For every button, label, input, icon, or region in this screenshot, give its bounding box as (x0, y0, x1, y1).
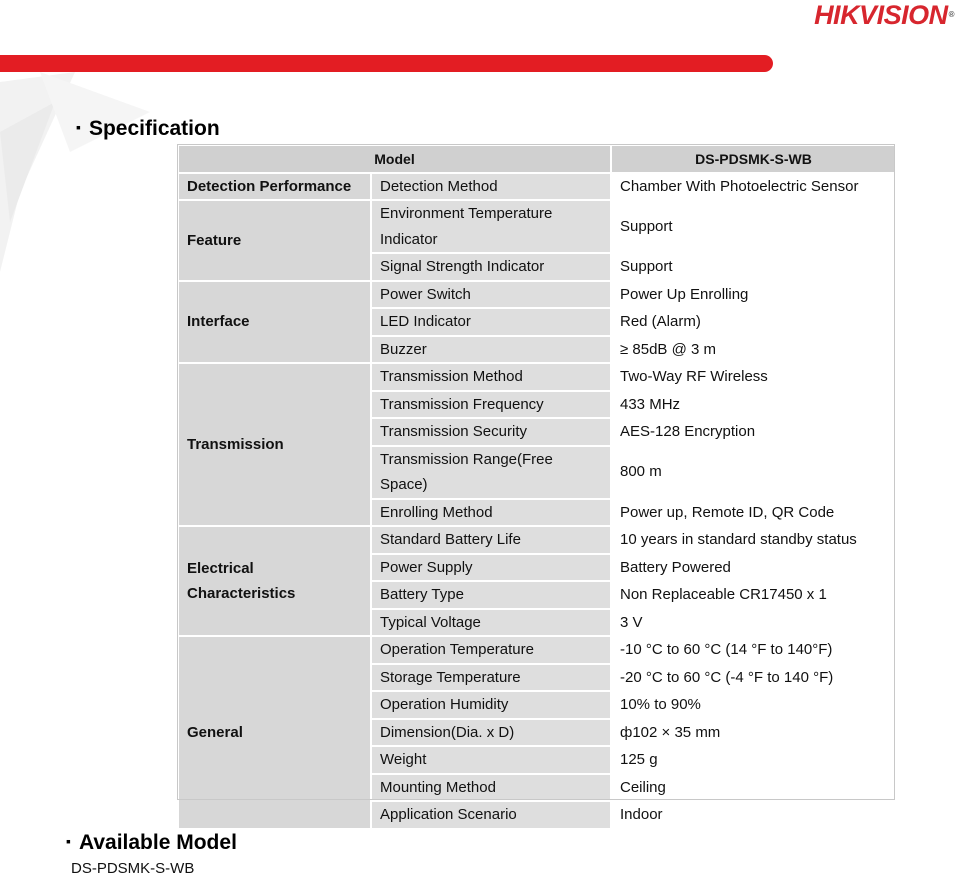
value-cell: Power up, Remote ID, QR Code (611, 499, 896, 527)
specification-heading: ▪ Specification (76, 117, 220, 140)
value-cell: Battery Powered (611, 554, 896, 582)
value-cell: 125 g (611, 746, 896, 774)
parameter-cell: Transmission Security (371, 418, 611, 446)
value-cell: AES-128 Encryption (611, 418, 896, 446)
parameter-cell: Enrolling Method (371, 499, 611, 527)
table-row (178, 173, 896, 201)
parameter-cell: Power Supply (371, 554, 611, 582)
value-cell: Support (611, 253, 896, 281)
model-label-cell: Model (178, 145, 611, 173)
table-row (178, 363, 896, 391)
value-cell: Indoor (611, 801, 896, 829)
value-cell: 800 m (611, 446, 896, 499)
value-cell: Non Replaceable CR17450 x 1 (611, 581, 896, 609)
category-cell: Feature (178, 200, 371, 281)
parameter-cell: Typical Voltage (371, 609, 611, 637)
value-cell: ф102 × 35 mm (611, 719, 896, 747)
available-model-value: DS-PDSMK-S-WB (71, 860, 195, 877)
parameter-cell: Dimension(Dia. x D) (371, 719, 611, 747)
parameter-cell: Standard Battery Life (371, 526, 611, 554)
category-cell: Transmission (178, 363, 371, 526)
table-row (178, 200, 896, 253)
parameter-cell: Application Scenario (371, 801, 611, 829)
value-cell: Chamber With Photoelectric Sensor (611, 173, 896, 201)
category-cell: Electrical Characteristics (178, 526, 371, 636)
value-cell: 10 years in standard standby status (611, 526, 896, 554)
value-cell: -10 °C to 60 °C (14 °F to 140°F) (611, 636, 896, 664)
value-cell: ≥ 85dB @ 3 m (611, 336, 896, 364)
value-cell: 433 MHz (611, 391, 896, 419)
parameter-cell: Buzzer (371, 336, 611, 364)
value-cell: Ceiling (611, 774, 896, 802)
parameter-cell: Signal Strength Indicator (371, 253, 611, 281)
available-model-heading: ▪ Available Model (66, 831, 237, 854)
value-cell: 3 V (611, 609, 896, 637)
parameter-cell: Detection Method (371, 173, 611, 201)
value-cell: Power Up Enrolling (611, 281, 896, 309)
model-value-cell: DS-PDSMK-S-WB (611, 145, 896, 173)
value-cell: Two-Way RF Wireless (611, 363, 896, 391)
parameter-cell: Weight (371, 746, 611, 774)
parameter-cell: LED Indicator (371, 308, 611, 336)
decorative-background-shape (0, 72, 150, 282)
parameter-cell: Transmission Method (371, 363, 611, 391)
parameter-cell: Power Switch (371, 281, 611, 309)
parameter-cell: Environment Temperature Indicator (371, 200, 611, 253)
parameter-cell: Operation Temperature (371, 636, 611, 664)
table-header-row (178, 145, 896, 173)
specification-table (177, 144, 897, 830)
parameter-cell: Transmission Range(Free Space) (371, 446, 611, 499)
parameter-cell: Mounting Method (371, 774, 611, 802)
category-cell: General (178, 636, 371, 829)
table-row (178, 526, 896, 554)
parameter-cell: Transmission Frequency (371, 391, 611, 419)
parameter-cell: Operation Humidity (371, 691, 611, 719)
parameter-cell: Battery Type (371, 581, 611, 609)
category-cell: Interface (178, 281, 371, 364)
parameter-cell: Storage Temperature (371, 664, 611, 692)
value-cell: 10% to 90% (611, 691, 896, 719)
hikvision-logo: HIKVISION® (814, 0, 954, 30)
value-cell: Support (611, 200, 896, 253)
value-cell: Red (Alarm) (611, 308, 896, 336)
category-cell: Detection Performance (178, 173, 371, 201)
table-row (178, 281, 896, 309)
header-accent-bar (0, 55, 773, 72)
value-cell: -20 °C to 60 °C (-4 °F to 140 °F) (611, 664, 896, 692)
table-row (178, 636, 896, 664)
